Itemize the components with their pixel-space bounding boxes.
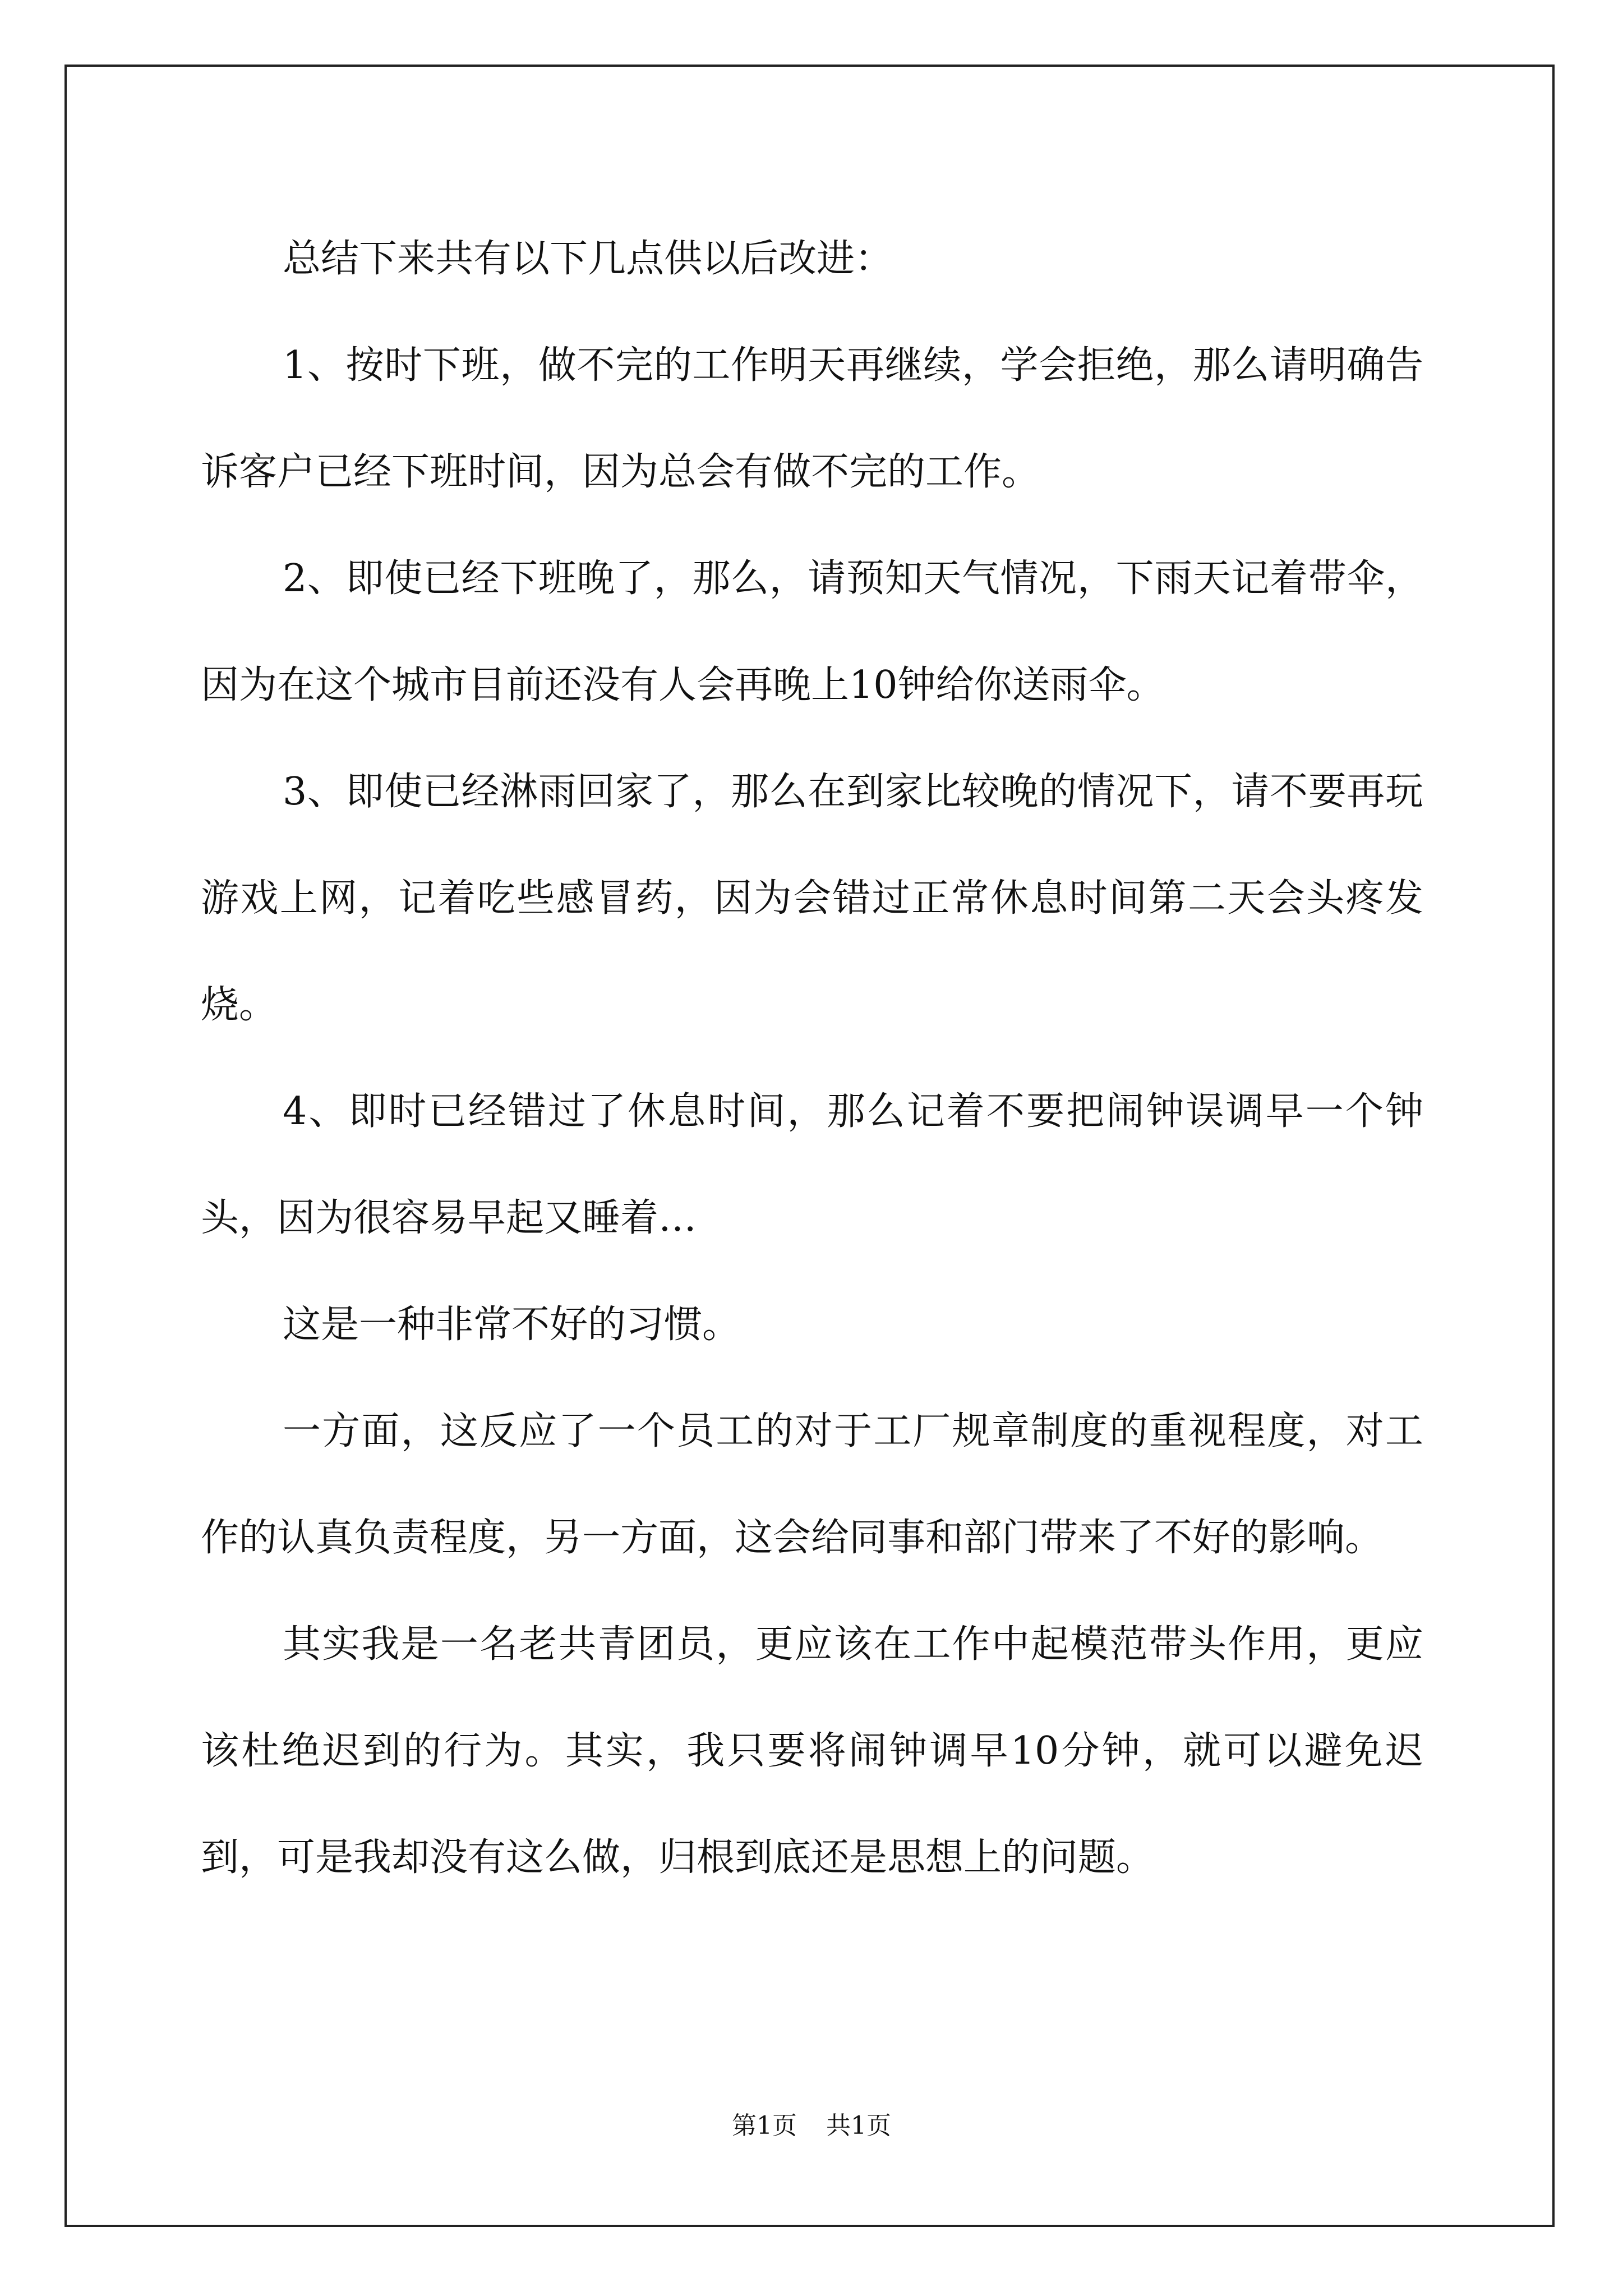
paragraph-3: 2、即使已经下班晚了，那么，请预知天气情况，下雨天记着带伞，因为在这个城市目前还没有人会再晚上10钟给你送雨伞。 bbox=[201, 556, 1423, 707]
paragraph-6: 这是一种非常不好的习惯。 bbox=[283, 1303, 741, 1347]
paragraph-2: 1、按时下班，做不完的工作明天再继续，学会拒绝，那么请明确告诉客户已经下班时间，因为总会有做不完的工作。 bbox=[201, 343, 1423, 494]
page-number-current: 第1页 bbox=[732, 2111, 797, 2140]
document-body bbox=[201, 206, 1423, 1911]
paragraph-5: 4、即时已经错过了休息时间，那么记着不要把闹钟误调早一个钟头，因为很容易早起又睡着… bbox=[201, 1089, 1423, 1240]
paragraph-4: 3、即使已经淋雨回家了，那么在到家比较晚的情况下，请不要再玩游戏上网，记着吃些感冒药，因为会错过正常休息时间第二天会头疼发烧。 bbox=[201, 770, 1423, 1027]
page-footer bbox=[0, 2109, 1623, 2143]
paragraph-7: 一方面，这反应了一个员工的对于工厂规章制度的重视程度，对工作的认真负责程度，另一方面，这会给同事和部门带来了不好的影响。 bbox=[201, 1409, 1423, 1560]
paragraph-1: 总结下来共有以下几点供以后改进： bbox=[283, 237, 893, 281]
page-number-total: 共1页 bbox=[826, 2111, 891, 2140]
paragraph-8: 其实我是一名老共青团员，更应该在工作中起模范带头作用，更应该杜绝迟到的行为。其实，我只要将闹钟调早10分钟，就可以避免迟到，可是我却没有这么做，归根到底还是思想上的问题。 bbox=[201, 1622, 1423, 1880]
